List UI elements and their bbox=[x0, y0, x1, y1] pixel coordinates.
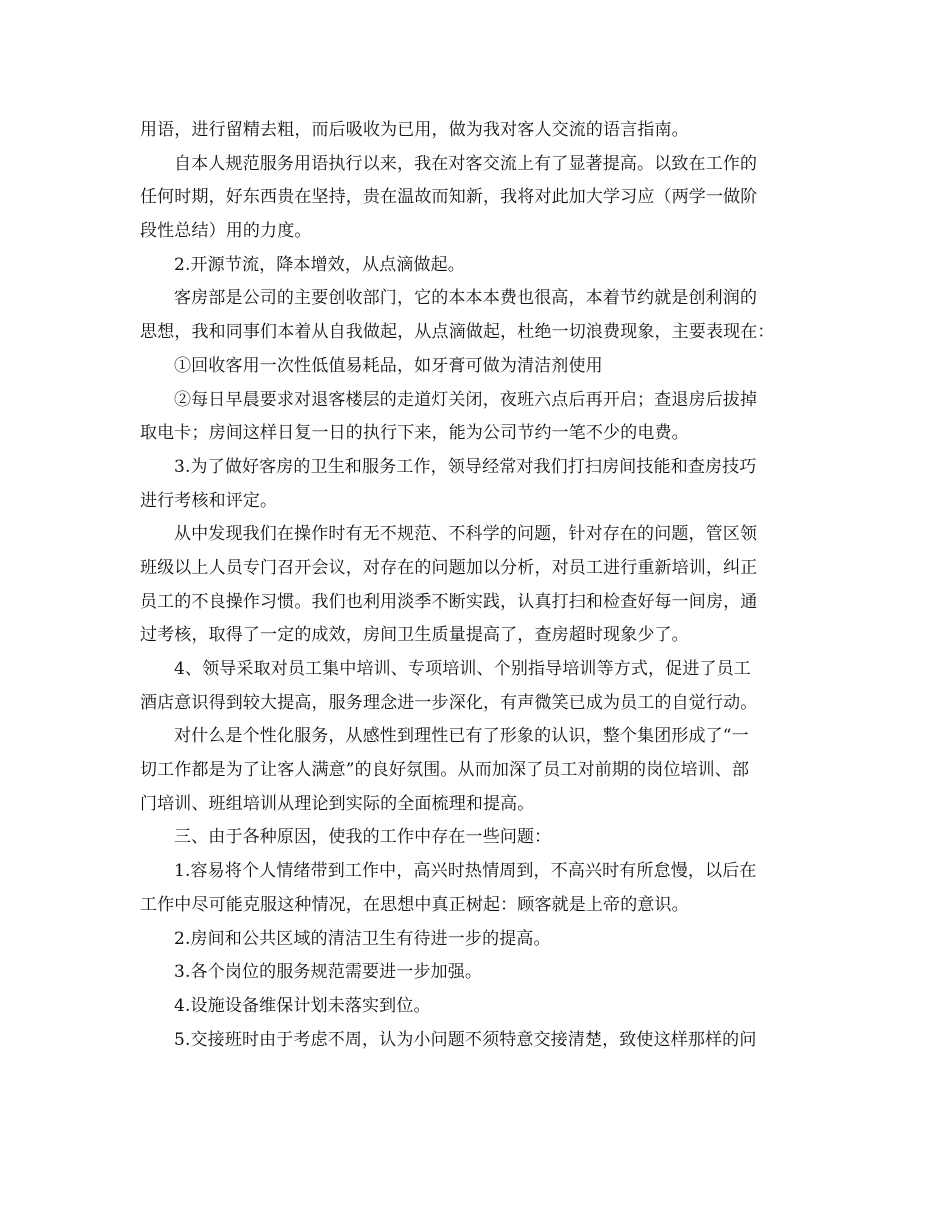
text-line: 过考核，取得了一定的成效，房间卫生质量提高了，查房超时现象少了。 bbox=[140, 625, 689, 646]
text-line: 段性总结）用的力度。 bbox=[140, 221, 312, 242]
text-line: 从中发现我们在操作时有无不规范、不科学的问题，针对存在的问题，管区领 bbox=[174, 524, 758, 545]
text-line: 5.交接班时由于考虑不周，认为小问题不须特意交接清楚，致使这样那样的问 bbox=[174, 1029, 757, 1050]
text-line: 班级以上人员专门召开会议，对存在的问题加以分析，对员工进行重新培训，纠正 bbox=[140, 557, 758, 578]
text-line: 客房部是公司的主要创收部门，它的本本本费也很高，本着节约就是创利润的 bbox=[174, 288, 758, 309]
text-line: 员工的不良操作习惯。我们也利用淡季不断实践，认真打扫和检查好每一间房，通 bbox=[140, 591, 758, 612]
text-line: 2.开源节流，降本增效，从点滴做起。 bbox=[174, 254, 465, 275]
text-line: 进行考核和评定。 bbox=[140, 490, 278, 511]
text-line: 自本人规范服务用语执行以来，我在对客交流上有了显著提高。以致在工作的 bbox=[174, 153, 758, 174]
text-line: 用语，进行留精去粗，而后吸收为已用，做为我对客人交流的语言指南。 bbox=[140, 120, 689, 140]
text-line: 取电卡；房间这样日复一日的执行下来，能为公司节约一笔不少的电费。 bbox=[140, 423, 689, 444]
text-line: 1.容易将个人情绪带到工作中，高兴时热情周到，不高兴时有所怠慢，以后在 bbox=[174, 861, 757, 882]
text-line: 任何时期，好东西贵在坚持，贵在温故而知新，我将对此加大学习应（两学一做阶 bbox=[140, 187, 758, 208]
text-line: 工作中尽可能克服这种情况，在思想中真正树起：顾客就是上帝的意识。 bbox=[140, 894, 689, 915]
text-line: 4、领导采取对员工集中培训、专项培训、个别指导培训等方式，促进了员工 bbox=[174, 659, 751, 679]
text-line: 门培训、班组培训从理论到实际的全面梳理和提高。 bbox=[140, 793, 535, 814]
text-line: 酒店意识得到较大提高，服务理念进一步深化，有声微笑已成为员工的自觉行动。 bbox=[140, 692, 758, 713]
text-line: 对什么是个性化服务，从感性到理性已有了形象的认识，整个集团形成了“一 bbox=[174, 726, 749, 747]
text-line: 3.各个岗位的服务规范需要进一步加强。 bbox=[174, 962, 483, 983]
text-line: 4.设施设备维保计划未落实到位。 bbox=[174, 995, 431, 1016]
text-line: 3.为了做好客房的卫生和服务工作，领导经常对我们打扫房间技能和查房技巧 bbox=[174, 456, 757, 477]
text-line: 2.房间和公共区域的清洁卫生有待进一步的提高。 bbox=[174, 928, 551, 949]
text-line: 思想，我和同事们本着从自我做起，从点滴做起，杜绝一切浪费现象，主要表现在： bbox=[140, 322, 775, 343]
text-line: 三、由于各种原因，使我的工作中存在一些问题： bbox=[174, 827, 552, 848]
text-line: 切工作都是为了让客人满意”的良好氛围。从而加深了员工对前期的岗位培训、部 bbox=[140, 760, 750, 781]
text-line: ①回收客用一次性低值易耗品，如牙膏可做为清洁剂使用 bbox=[174, 355, 603, 376]
document-body bbox=[140, 114, 820, 1057]
text-line: ②每日早晨要求对退客楼层的走道灯关闭，夜班六点后再开启；查退房后拔掉 bbox=[174, 389, 758, 410]
